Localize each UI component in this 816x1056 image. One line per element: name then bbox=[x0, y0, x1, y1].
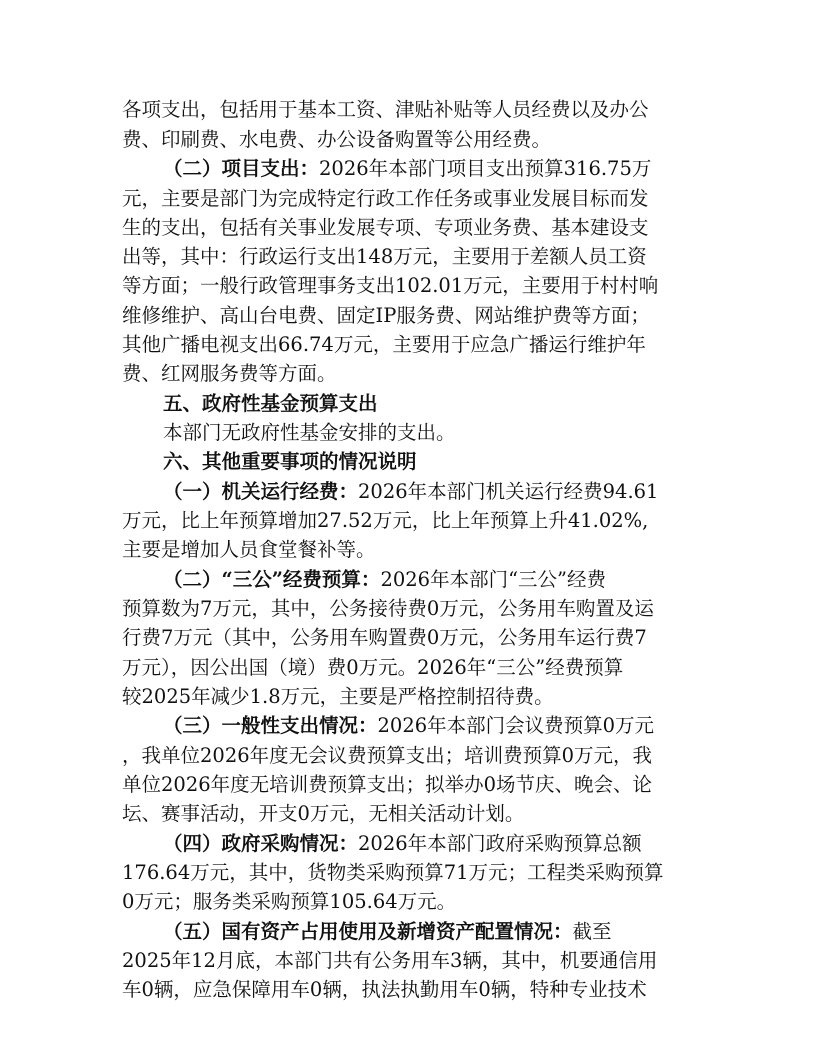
text-line: 各项支出，包括用于基本工资、津贴补贴等人员经费以及办公 bbox=[122, 98, 649, 121]
section-heading: （一）机关运行经费： bbox=[163, 480, 359, 503]
text-line: （五）国有资产占用使用及新增资产配置情况：截至 bbox=[163, 920, 612, 943]
section-heading: 六、其他重要事项的情况说明 bbox=[163, 450, 417, 473]
text-line: 万元，比上年预算增加27.52万元，比上年预算上升41.02%, bbox=[122, 509, 649, 532]
section-heading: （四）政府采购情况： bbox=[163, 832, 359, 855]
text-line: 176.64万元，其中，货物类采购预算71万元；工程类采购预算 bbox=[122, 861, 664, 884]
text-line: 出等，其中：行政运行支出148万元，主要用于差额人员工资 bbox=[122, 245, 647, 268]
text-line: 万元），因公出国（境）费0万元。2026年“三公”经费预算 bbox=[122, 656, 624, 679]
section-heading: （三）一般性支出情况： bbox=[163, 714, 378, 737]
text-line: 生的支出，包括有关事业发展专项、专项业务费、基本建设支 bbox=[122, 216, 649, 239]
text-line: 其他广播电视支出66.74万元，主要用于应急广播运行维护年 bbox=[122, 333, 646, 356]
text-line: （三）一般性支出情况：2026年本部门会议费预算0万元 bbox=[163, 714, 655, 737]
text-line: 主要是增加人员食堂餐补等。 bbox=[122, 538, 376, 561]
text-line: （二）项目支出：2026年本部门项目支出预算316.75万 bbox=[163, 157, 652, 180]
text-line: 车0辆，应急保障用车0辆，执法执勤用车0辆，特种专业技术 bbox=[122, 978, 647, 1001]
text-line: 费、红网服务费等方面。 bbox=[122, 362, 337, 385]
text-line: （四）政府采购情况：2026年本部门政府采购预算总额 bbox=[163, 832, 642, 855]
section-heading: （五）国有资产占用使用及新增资产配置情况： bbox=[163, 920, 573, 943]
text-line: ，我单位2026年度无会议费预算支出；培训费预算0万元，我 bbox=[122, 744, 653, 767]
text-line: 较2025年减少1.8万元，主要是严格控制招待费。 bbox=[122, 685, 554, 708]
section-heading: 五、政府性基金预算支出 bbox=[163, 392, 378, 415]
text-line: 行费7万元（其中，公务用车购置费0万元，公务用车运行费7 bbox=[122, 626, 647, 649]
text-line: 预算数为7万元，其中，公务接待费0万元，公务用车购置及运 bbox=[122, 597, 654, 620]
section-heading: （二）“三公”经费预算： bbox=[163, 568, 381, 591]
text-line: 元，主要是部门为完成特定行政工作任务或事业发展目标而发 bbox=[122, 187, 649, 210]
text-line: （一）机关运行经费：2026年本部门机关运行经费94.61 bbox=[163, 480, 659, 503]
text-line: 2025年12月底，本部门共有公务用车3辆，其中，机要通信用 bbox=[122, 949, 658, 972]
section-heading: （二）项目支出： bbox=[163, 157, 320, 180]
text-line: 0万元；服务类采购预算105.64万元。 bbox=[122, 890, 457, 913]
text-line: （二）“三公”经费预算：2026年本部门“三公”经费 bbox=[163, 568, 607, 591]
text-line: 本部门无政府性基金安排的支出。 bbox=[163, 421, 456, 444]
text-line: 坛、赛事活动，开支0万元，无相关活动计划。 bbox=[122, 802, 525, 825]
text-line: 维修维护、高山台电费、固定IP服务费、网站维护费等方面； bbox=[122, 304, 650, 327]
text-line: 单位2026年度无培训费预算支出；拟举办0场节庆、晚会、论 bbox=[122, 773, 653, 796]
text-line: 等方面；一般行政管理事务支出102.01万元，主要用于村村响 bbox=[122, 274, 659, 297]
text-line: 费、印刷费、水电费、办公设备购置等公用经费。 bbox=[122, 128, 552, 151]
